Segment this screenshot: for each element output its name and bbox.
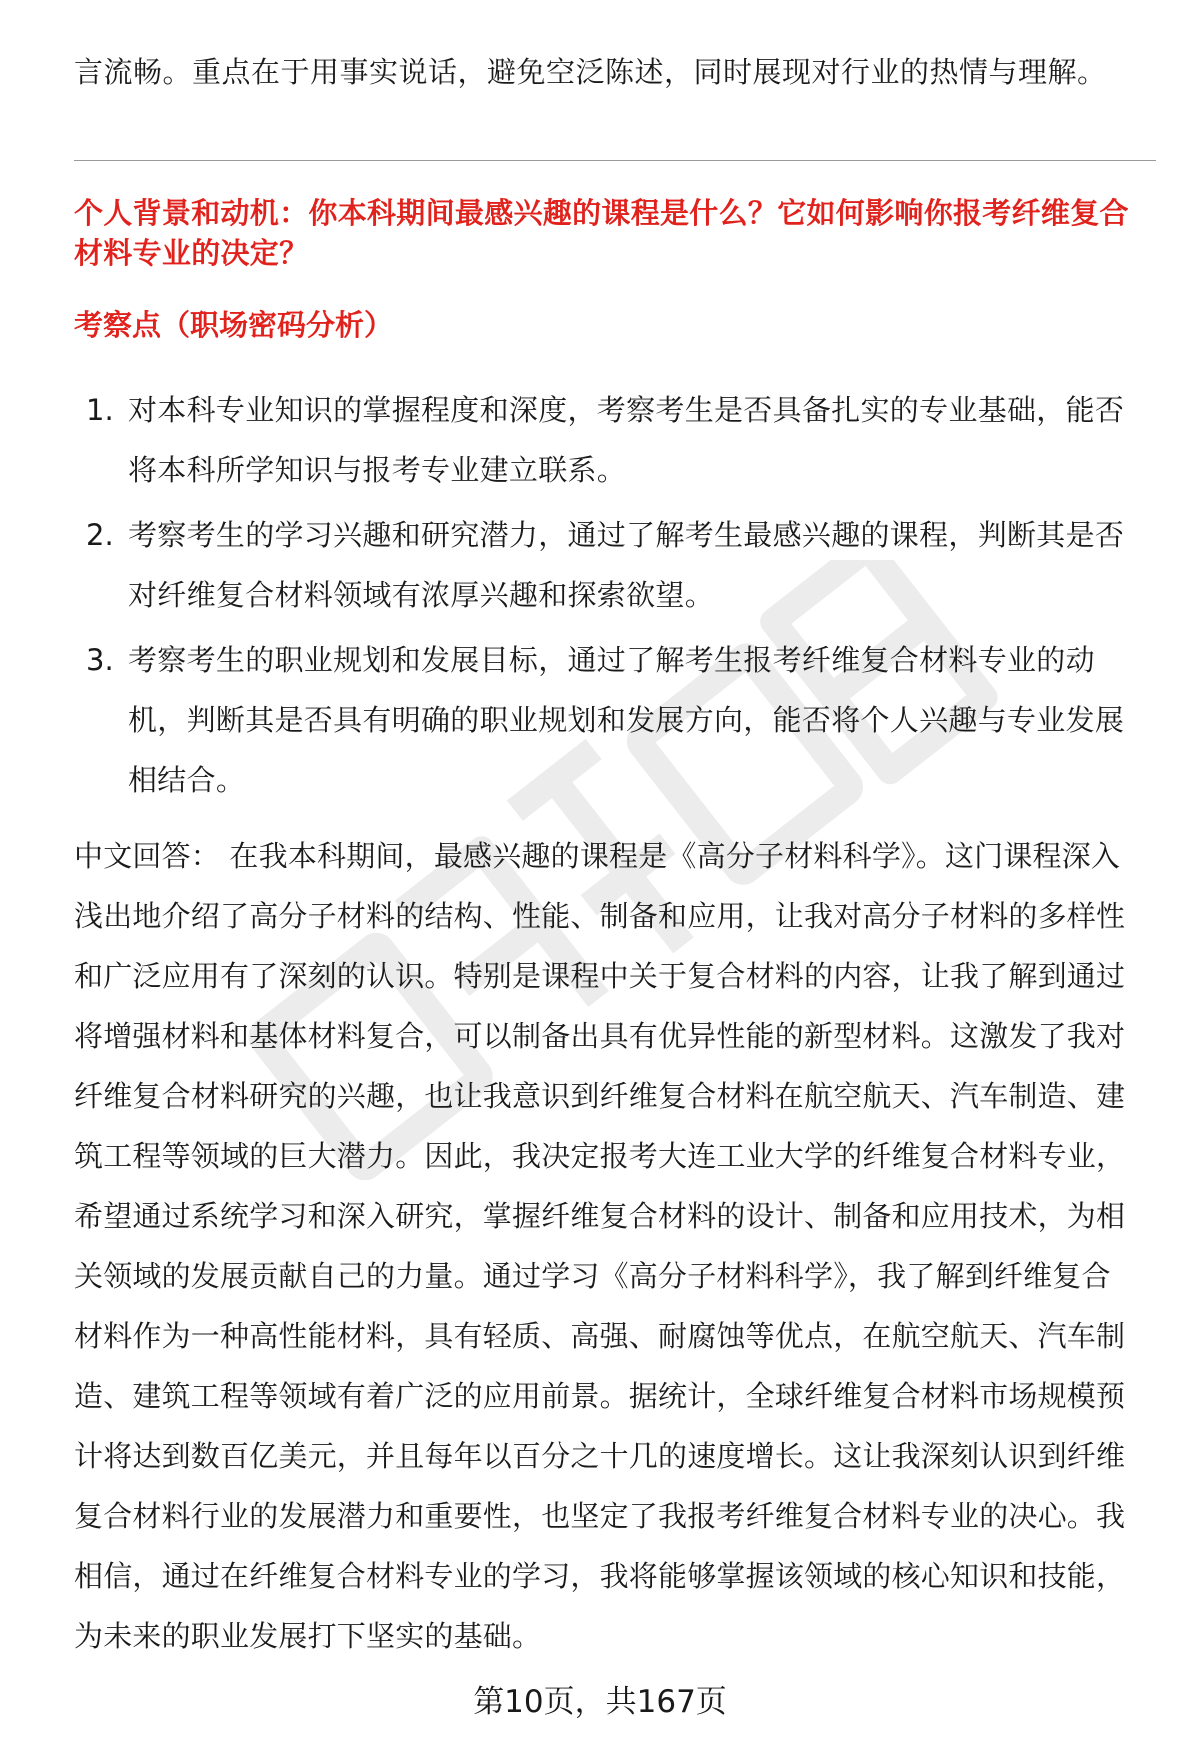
list-item-line: 对本科专业知识的掌握程度和深度，考察考生是否具备扎实的专业基础，能否 <box>128 393 1125 427</box>
section-title: 考察点（职场密码分析） <box>74 308 394 342</box>
question-line: 材料专业的决定？ <box>74 236 309 270</box>
list-item <box>86 505 1166 625</box>
answer-line: 造、建筑工程等领域有着广泛的应用前景。据统计，全球纤维复合材料市场规模预 <box>74 1379 1126 1413</box>
list-item-number: 3. <box>86 643 114 677</box>
question-heading <box>74 193 1164 273</box>
answer-line: 相信，通过在纤维复合材料专业的学习，我将能够掌握该领域的核心知识和技能， <box>74 1559 1126 1593</box>
section-divider <box>74 160 1156 161</box>
list-item-line: 机，判断其是否具有明确的职业规划和发展方向，能否将个人兴趣与专业发展 <box>128 703 1125 737</box>
list-item-line: 考察考生的学习兴趣和研究潜力，通过了解考生最感兴趣的课程，判断其是否 <box>128 518 1125 552</box>
page-number: 第10页，共167页 <box>473 1684 727 1720</box>
list-item-line: 相结合。 <box>128 763 246 797</box>
list-item-number: 2. <box>86 518 114 552</box>
question-line: 个人背景和动机：你本科期间最感兴趣的课程是什么？它如何影响你报考纤维复合 <box>74 196 1129 230</box>
list-item <box>86 630 1166 810</box>
answer-line: 关领域的发展贡献自己的力量。通过学习《高分子材料科学》，我了解到纤维复合 <box>74 1259 1111 1293</box>
answer-line: 将增强材料和基体材料复合，可以制备出具有优异性能的新型材料。这激发了我对 <box>74 1019 1126 1053</box>
answer-line: 筑工程等领域的巨大潜力。因此，我决定报考大连工业大学的纤维复合材料专业， <box>74 1139 1126 1173</box>
list-item-number: 1. <box>86 393 114 427</box>
answer-line: 计将达到数百亿美元，并且每年以百分之十几的速度增长。这让我深刻认识到纤维 <box>74 1439 1126 1473</box>
answer-line: 复合材料行业的发展潜力和重要性，也坚定了我报考纤维复合材料专业的决心。我 <box>74 1499 1126 1533</box>
answer-line: 希望通过系统学习和深入研究，掌握纤维复合材料的设计、制备和应用技术，为相 <box>74 1199 1126 1233</box>
answer-line: 材料作为一种高性能材料，具有轻质、高强、耐腐蚀等优点，在航空航天、汽车制 <box>74 1319 1126 1353</box>
answer-paragraph <box>74 826 1164 1666</box>
answer-line: 浅出地介绍了高分子材料的结构、性能、制备和应用，让我对高分子材料的多样性 <box>74 899 1126 933</box>
answer-line: 中文回答： 在我本科期间，最感兴趣的课程是《高分子材料科学》。这门课程深入 <box>74 839 1121 873</box>
list-item-line: 考察考生的职业规划和发展目标，通过了解考生报考纤维复合材料专业的动 <box>128 643 1095 677</box>
answer-line: 和广泛应用有了深刻的认识。特别是课程中关于复合材料的内容，让我了解到通过 <box>74 959 1126 993</box>
list-item <box>86 380 1166 500</box>
intro-text: 言流畅。重点在于用事实说话，避免空泛陈述，同时展现对行业的热情与理解。 <box>74 55 1107 89</box>
points-list <box>86 380 1166 815</box>
answer-line: 为未来的职业发展打下坚实的基础。 <box>74 1619 542 1653</box>
list-item-line: 对纤维复合材料领域有浓厚兴趣和探索欲望。 <box>128 578 715 612</box>
list-item-line: 将本科所学知识与报考专业建立联系。 <box>128 453 627 487</box>
answer-line: 纤维复合材料研究的兴趣，也让我意识到纤维复合材料在航空航天、汽车制造、建 <box>74 1079 1126 1113</box>
